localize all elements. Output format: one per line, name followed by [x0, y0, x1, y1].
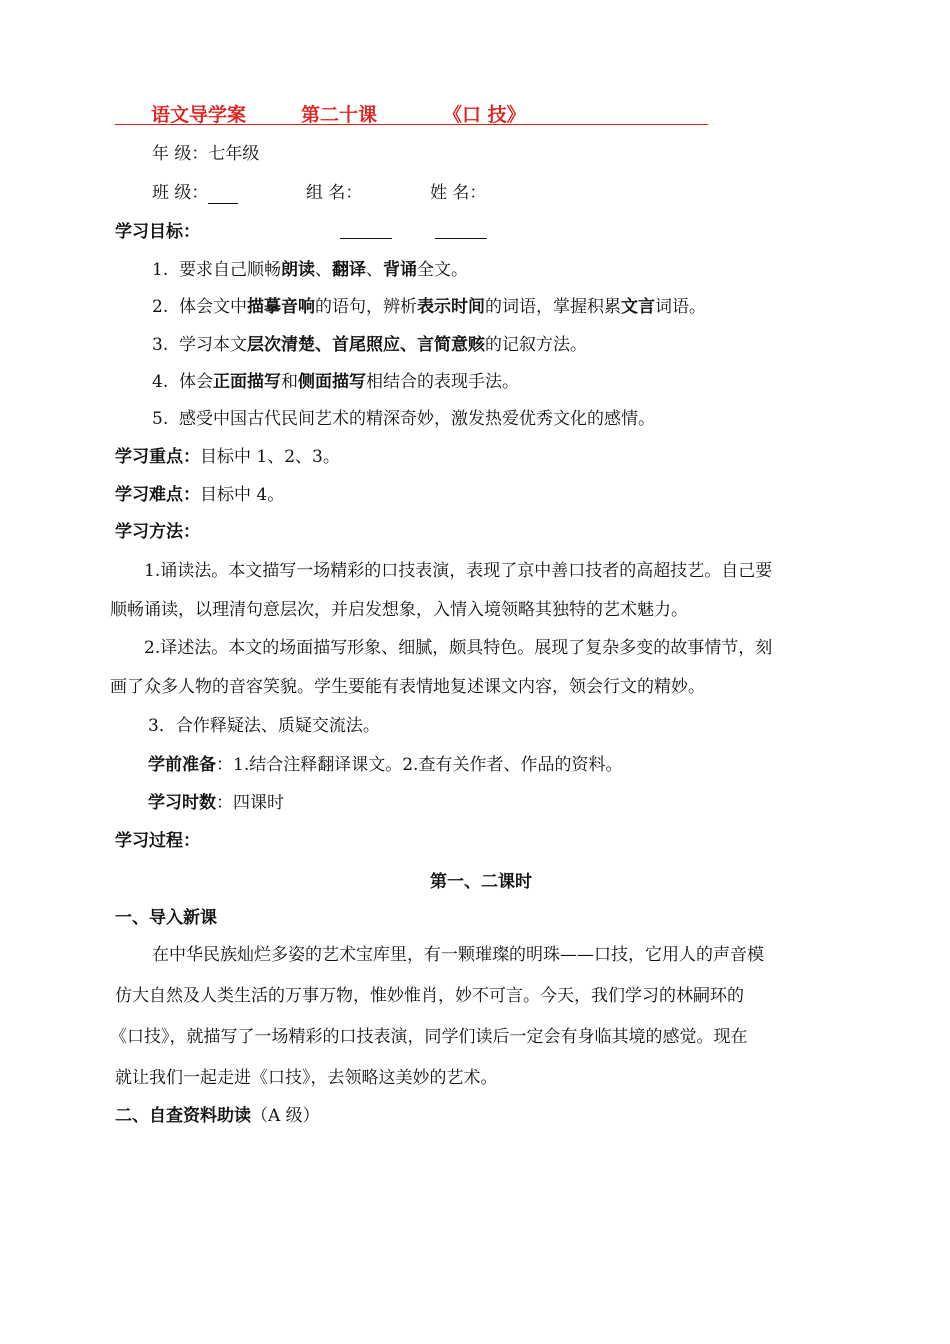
group-blank	[340, 222, 392, 239]
intro-line-1: 在中华民族灿烂多姿的艺术宝库里，有一颗璀璨的明珠——口技，它用人的声音模	[152, 945, 764, 965]
key-points: 学习重点：目标中 1、2、3。	[115, 447, 340, 467]
intro-line-4: 就让我们一起走进《口技》，去领略这美妙的艺术。	[115, 1068, 498, 1088]
title-text-name: 《口 技》	[443, 104, 526, 126]
objectives-heading: 学习目标：	[115, 222, 200, 242]
grade-line: 年 级：七年级	[152, 144, 260, 164]
objective-4: 4. 体会正面描写和侧面描写相结合的表现手法。	[152, 372, 520, 392]
group-label: 组 名：	[306, 183, 363, 203]
objective-1: 1. 要求自己顺畅朗读、翻译、背诵全文。	[152, 260, 469, 280]
title-lesson: 第二十课	[301, 104, 378, 126]
objective-5: 5. 感受中国古代民间艺术的精深奇妙，激发热爱优秀文化的感情。	[152, 409, 656, 429]
method-2-line-1: 2.译述法。本文的场面描写形象、细腻，颇具特色。展现了复杂多变的故事情节，刻	[144, 638, 773, 658]
objective-3: 3. 学习本文层次清楚、首尾照应、言简意赅的记叙方法。	[152, 335, 588, 355]
method-1-line-2: 顺畅诵读，以理清句意层次，并启发想象，入情入境领略其独特的艺术魅力。	[110, 600, 688, 620]
process-heading: 学习过程：	[115, 831, 200, 851]
study-hours: 学习时数：四课时	[148, 793, 284, 813]
method-1-line-1: 1.诵读法。本文描写一场精彩的口技表演，表现了京中善口技者的高超技艺。自己要	[144, 561, 773, 581]
document-title	[115, 100, 708, 125]
part1-heading: 一、导入新课	[115, 908, 217, 928]
name-blank	[435, 222, 487, 239]
method-2-line-2: 画了众多人物的音容笑貌。学生要能有表情地复述课文内容，领会行文的精妙。	[110, 677, 705, 697]
class-line	[152, 182, 238, 204]
preparation: 学前准备：1.结合注释翻译课文。2.查有关作者、作品的资料。	[148, 755, 623, 775]
title-subject: 语文导学案	[151, 104, 247, 126]
methods-heading: 学习方法：	[115, 522, 200, 542]
class-blank	[208, 187, 238, 204]
objective-2: 2. 体会文中描摹音响的语句，辨析表示时间的词语，掌握积累文言词语。	[152, 297, 707, 317]
method-3: 3．合作释疑法、质疑交流法。	[148, 716, 380, 736]
intro-line-2: 仿大自然及人类生活的万事万物，惟妙惟肖，妙不可言。今天，我们学习的林嗣环的	[115, 986, 744, 1006]
name-label: 姓 名：	[430, 183, 487, 203]
difficulty: 学习难点：目标中 4。	[115, 485, 285, 505]
class-label: 班 级：	[152, 183, 209, 203]
part2-heading: 二、自查资料助读（A 级）	[115, 1106, 320, 1126]
intro-line-3: 《口技》，就描写了一场精彩的口技表演，同学们读后一定会有身临其境的感觉。现在	[110, 1027, 748, 1047]
section-title: 第一、二课时	[430, 872, 532, 892]
